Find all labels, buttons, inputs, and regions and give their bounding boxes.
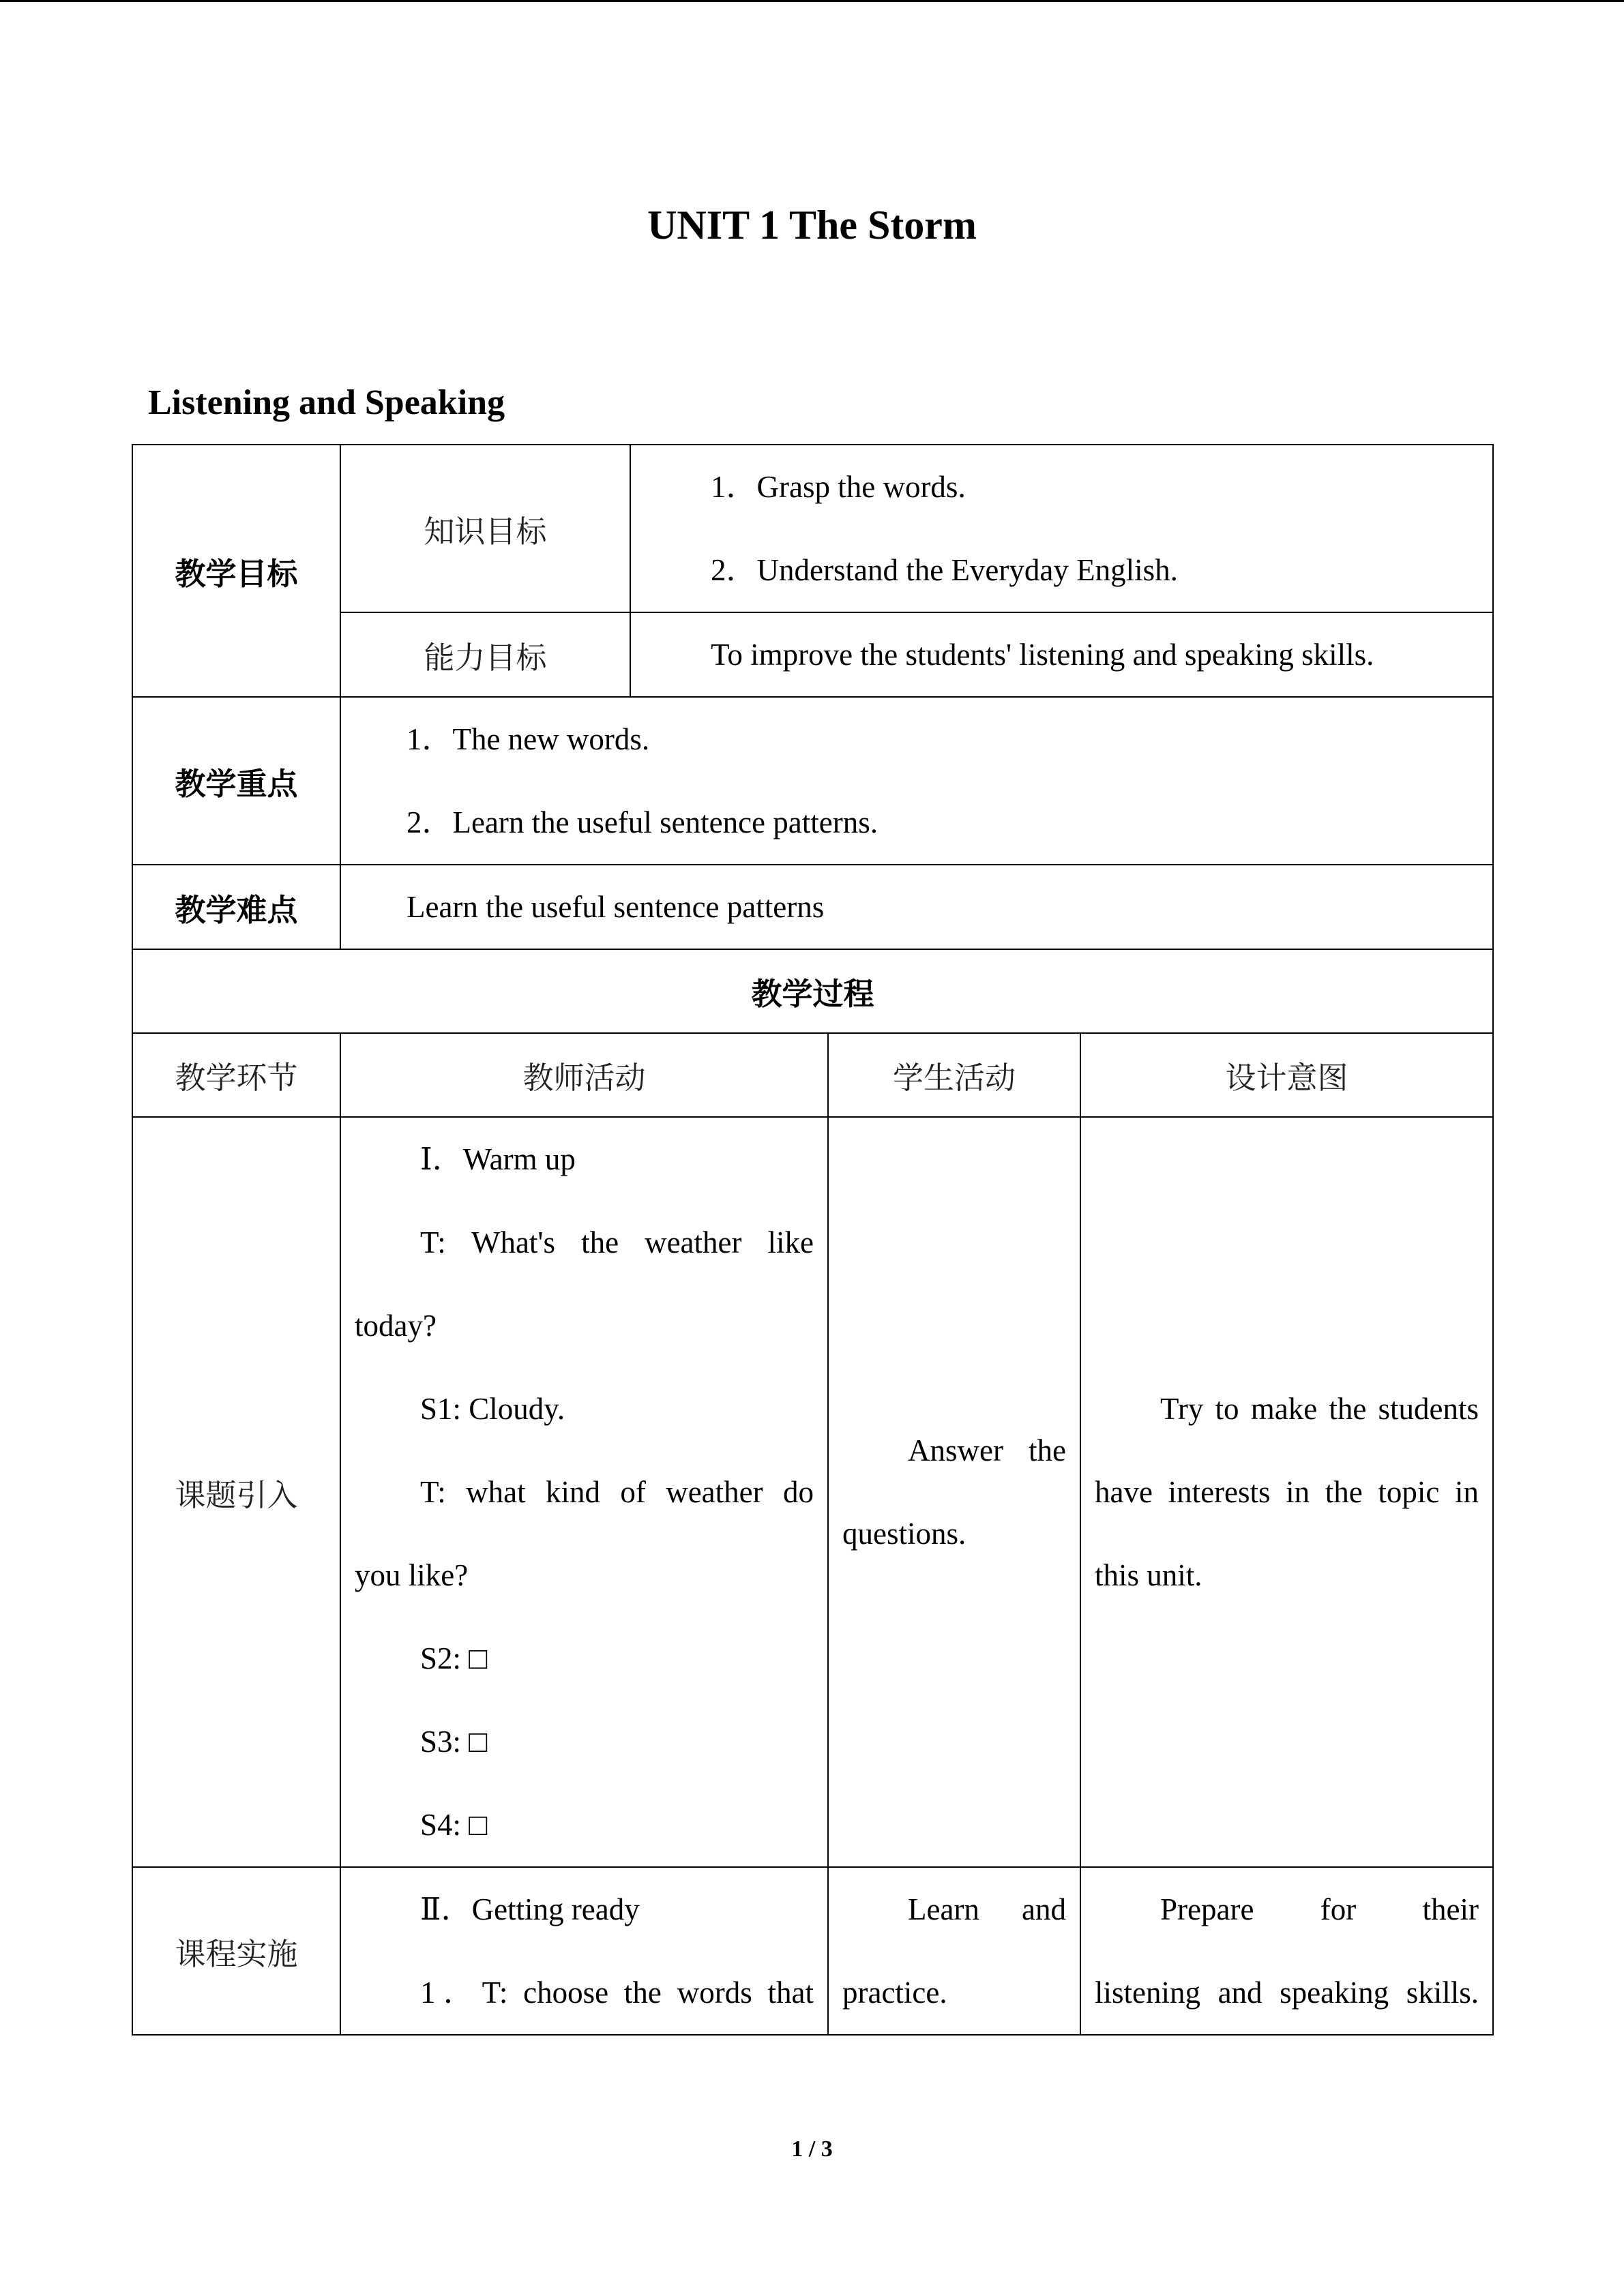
- difficulties-cell: [340, 865, 1493, 949]
- header-purpose: 设计意图: [1080, 1033, 1493, 1117]
- difficulties-label: 教学难点: [132, 865, 340, 949]
- objectives-row-knowledge: [132, 445, 1493, 612]
- top-border-line: [0, 0, 1624, 2]
- objectives-label: 教学目标: [132, 445, 340, 697]
- difficulties-row: [132, 865, 1493, 949]
- key-point-item: 2．Learn the useful sentence patterns.: [407, 805, 878, 839]
- knowledge-item: 1．Grasp the words.: [711, 470, 966, 504]
- student-activity-line: Learn and: [908, 1892, 1066, 1926]
- student-answer-4: S4: □: [420, 1808, 488, 1842]
- page-number: 1 / 3: [791, 2136, 833, 2162]
- teacher-activity-cell: [340, 1867, 828, 2035]
- purpose-line: this unit.: [1095, 1558, 1202, 1592]
- student-activity-line: practice.: [842, 1976, 947, 2010]
- teacher-activity-cell: [340, 1117, 828, 1867]
- table-row: [132, 1117, 1493, 1867]
- knowledge-items-cell: [630, 445, 1493, 612]
- header-student: 学生活动: [828, 1033, 1080, 1117]
- student-activity-cell: [828, 1867, 1080, 2035]
- header-teacher: 教师活动: [340, 1033, 828, 1117]
- student-activity-line: Answer the: [908, 1433, 1066, 1467]
- student-answer-3: S3: □: [420, 1725, 488, 1759]
- purpose-line: Prepare for their: [1160, 1892, 1479, 1926]
- process-label: 教学过程: [132, 949, 1493, 1033]
- key-points-label: 教学重点: [132, 697, 340, 865]
- teacher-question-1: T: What's the weather like: [420, 1225, 814, 1259]
- student-activity-cell: [828, 1117, 1080, 1867]
- key-points-cell: [340, 697, 1493, 865]
- header-stage: 教学环节: [132, 1033, 340, 1117]
- key-point-item: 1．The new words.: [407, 722, 650, 756]
- process-header-row: [132, 1033, 1493, 1117]
- ability-text-cell: [630, 612, 1493, 697]
- teacher-question-2-cont: you like?: [355, 1558, 469, 1592]
- teacher-question-1-cont: today?: [355, 1309, 437, 1343]
- lesson-plan-table: [132, 444, 1494, 2036]
- student-activity-line: questions.: [842, 1517, 966, 1551]
- purpose-line: listening and speaking skills.: [1095, 1976, 1479, 2010]
- warmup-heading: Ⅰ．Warm up: [420, 1142, 576, 1176]
- stage-label: 课程实施: [132, 1867, 340, 2035]
- teacher-question-2: T: what kind of weather do: [420, 1475, 814, 1509]
- process-title-row: [132, 949, 1493, 1033]
- purpose-cell: [1080, 1117, 1493, 1867]
- difficulties-text: Learn the useful sentence patterns: [407, 890, 825, 924]
- student-answer-2: S2: □: [420, 1641, 488, 1675]
- purpose-cell: [1080, 1867, 1493, 2035]
- getting-ready-heading: Ⅱ．Getting ready: [420, 1892, 640, 1926]
- student-answer-1: S1: Cloudy.: [420, 1392, 565, 1426]
- stage-label: 课题引入: [132, 1117, 340, 1867]
- knowledge-label: 知识目标: [340, 445, 630, 612]
- purpose-line: have interests in the topic in: [1095, 1475, 1479, 1509]
- page-title: UNIT 1 The Storm: [647, 203, 977, 248]
- ability-label: 能力目标: [340, 612, 630, 697]
- ability-text: To improve the students' listening and speaking skills.: [711, 638, 1374, 672]
- purpose-line: Try to make the students: [1160, 1392, 1479, 1426]
- knowledge-item: 2．Understand the Everyday English.: [711, 553, 1178, 587]
- teacher-item-1: 1．T: choose the words that: [420, 1976, 814, 2010]
- table-row: [132, 1867, 1493, 2035]
- section-subtitle: Listening and Speaking: [148, 383, 505, 422]
- key-points-row: [132, 697, 1493, 865]
